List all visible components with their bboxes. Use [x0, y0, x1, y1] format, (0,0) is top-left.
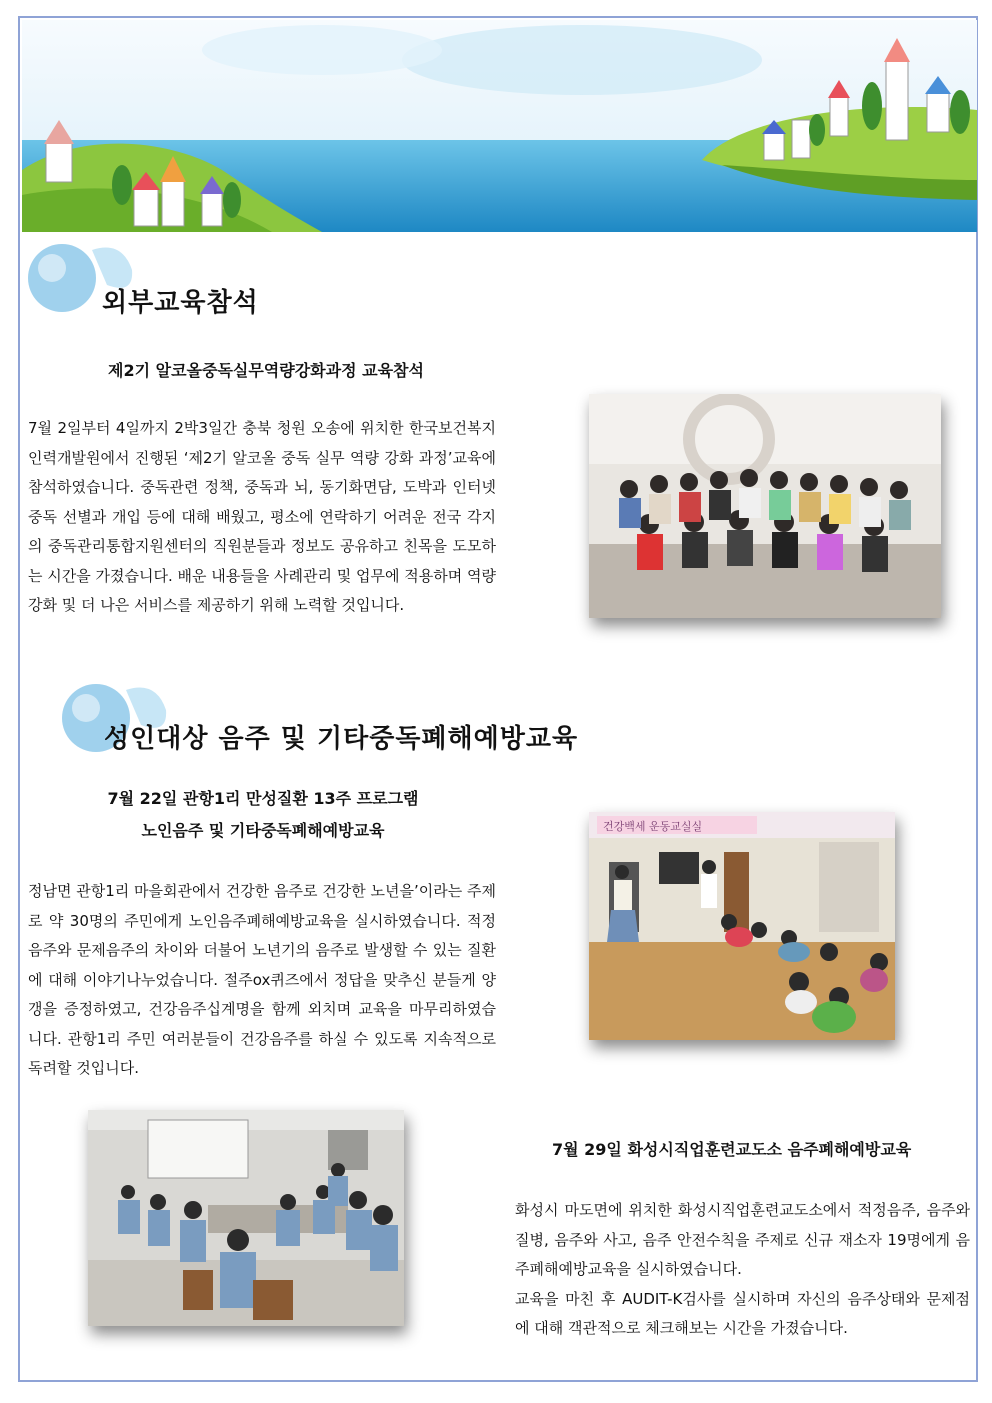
section-title-external-education: 외부교육참석: [102, 288, 259, 318]
photo-prison-session: [88, 1110, 404, 1326]
subtitle-hwaseong-prison: 7월 29일 화성시직업훈련교도소 음주폐해예방교육: [552, 1140, 912, 1159]
paragraph-prison-education: [515, 1196, 970, 1344]
subtitle-gwanhang-program: [90, 783, 436, 847]
paragraph-elderly-education: 정남면 관항1리 마을회관에서 건강한 음주로 건강한 노년을’이라는 주제로 약 30명의 주민에게 노인음주폐해예방교육을 실시하였습니다. 적정음주와 문제음주의 차이와 더불어 노년기의 음주로 발생할 수 있는 질환에 대해 이야기나누었습니다. 절주ox퀴즈에서 정답을 맞추신 분들게 양갱을 증정하였고, 건강음주십계명을 함께 외치며 교육을 마무리하였습니다. 관항1리 주민 여러분들이 건강음주를 하실 수 있도록 지속적으로 독려할 것입니다.: [28, 882, 496, 1077]
paragraph-prison-part-1: 화성시 마도면에 위치한 화성시직업훈련교도소에서 적정음주, 음주와 질병, 음주와 사고, 음주 안전수칙을 주제로 신규 재소자 19명에게 음주폐해예방교육을 실시하였습니다.: [515, 1201, 970, 1278]
paragraph-external-education: 7월 2일부터 4일까지 2박3일간 충북 청원 오송에 위치한 한국보건복지인력개발원에서 진행된 ‘제2기 알코올 중독 실무 역량 강화 과정’교육에 참석하였습니다. 중독관련 정책, 중독과 뇌, 동기화면담, 도박과 인터넷 중독 선별과 개입 등에 대해 배웠고, 평소에 연락하기 어려운 전국 각지의 중독관리통합지원센터의 직원분들과 정보도 공유하고 친목을 도모하는 시간을 가졌습니다. 배운 내용들을 사례관리 및 업무에 적용하며 역량강화 및 더 나은 서비스를 제공하기 위해 노력할 것입니다.: [28, 419, 496, 614]
photo-banner-text: 건강백세 운동교실실: [603, 820, 703, 833]
photo-village-hall-session: [589, 812, 895, 1040]
subtitle-line-2: 노인음주 및 기타중독폐해예방교육: [141, 821, 385, 840]
photo-group-training: [589, 394, 941, 618]
paragraph-prison-part-2: 교육을 마친 후 AUDIT-K검사를 실시하며 자신의 음주상태와 문제점에 대해 객관적으로 체크해보는 시간을 가졌습니다.: [515, 1289, 970, 1337]
subtitle-alcohol-course: 제2기 알코올중독실무역량강화과정 교육참석: [108, 361, 424, 380]
subtitle-line-1: 7월 22일 관항1리 만성질환 13주 프로그램: [107, 789, 419, 808]
seaside-illustration: [22, 20, 977, 232]
header-banner: [22, 20, 977, 232]
section-title-adult-prevention-education: 성인대상 음주 및 기타중독폐해예방교육: [104, 724, 579, 754]
